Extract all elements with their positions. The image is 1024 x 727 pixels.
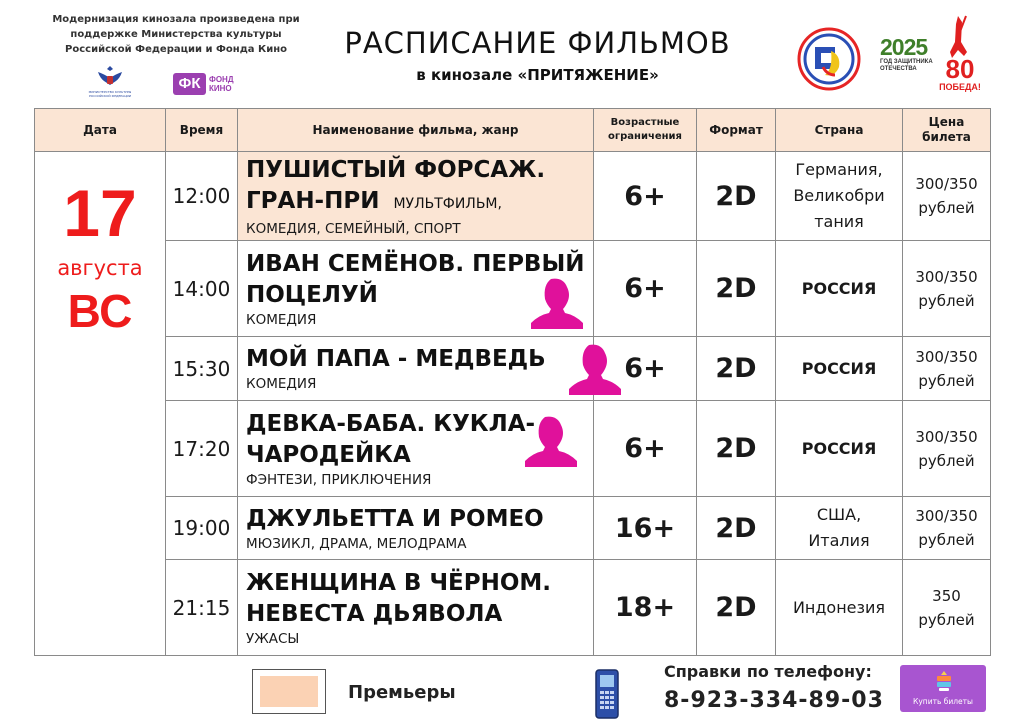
support-note-line: поддержке Министерства культуры	[70, 29, 282, 40]
col-header-format: Формат	[697, 109, 776, 152]
film-genre: КОМЕДИЯ	[246, 376, 317, 392]
col-header-date: Дата	[35, 109, 166, 152]
buy-ticket-icon	[935, 670, 953, 692]
film-country	[776, 152, 903, 241]
date-day: 17	[63, 176, 137, 250]
year-2025-caption-line: ГОД ЗАЩИТНИКА	[880, 59, 933, 65]
phone-caption: Справки по телефону:	[664, 662, 872, 681]
support-note-line: Российской Федерации и Фонда Кино	[65, 44, 287, 55]
film-title-line: ПУШИСТЫЙ ФОРСАЖ.	[246, 156, 546, 183]
film-format: 2D	[697, 401, 776, 497]
film-cell	[238, 152, 594, 241]
age-rating: 6+	[594, 241, 697, 337]
film-country-line: Великобри	[793, 186, 885, 205]
film-cell	[238, 497, 594, 560]
film-genre: КОМЕДИЯ	[246, 311, 317, 328]
ticket-price-line: рублей	[918, 199, 975, 217]
pushkin-card-icon	[567, 341, 623, 397]
support-note-line: Модернизация кинозала произведена при	[52, 14, 300, 25]
schedule-table	[34, 108, 991, 656]
age-rating: 18+	[594, 560, 697, 656]
film-title-text: ГРАН-ПРИ	[246, 187, 380, 214]
film-country: Индонезия	[776, 560, 903, 656]
phone-icon	[592, 666, 624, 722]
mincult-emblem-icon	[88, 64, 132, 98]
ticket-price-line: 300/350	[915, 175, 978, 193]
age-rating: 6+	[594, 401, 697, 497]
film-country: РОССИЯ	[776, 337, 903, 401]
table-row	[35, 401, 991, 497]
year-2025-logo	[880, 35, 940, 87]
col-header-country: Страна	[776, 109, 903, 152]
film-genre: УЖАСЫ	[246, 630, 300, 647]
film-cell	[238, 560, 594, 656]
film-genre: КОМЕДИЯ, СЕМЕЙНЫЙ, СПОРТ	[246, 220, 461, 237]
premiere-legend-swatch	[252, 669, 326, 714]
showtime: 19:00	[166, 497, 238, 560]
fond-kino-caption-line: ФОНД	[209, 75, 234, 84]
pushkin-card-icon	[529, 275, 585, 331]
film-title-line: НЕВЕСТА ДЬЯВОЛА	[246, 600, 503, 627]
svg-text:РОССИЙСКОЙ ФЕДЕРАЦИИ: РОССИЙСКОЙ ФЕДЕРАЦИИ	[88, 94, 132, 98]
film-country: РОССИЯ	[776, 241, 903, 337]
table-row	[35, 337, 991, 401]
ticket-price-line: 300/350	[915, 427, 978, 446]
year-2025-caption-line: ОТЕЧЕСТВА	[880, 66, 917, 72]
ticket-price-line: 350	[932, 586, 961, 605]
fond-kino-caption-line: КИНО	[209, 84, 232, 93]
ticket-price-line: рублей	[918, 531, 975, 549]
page-subtitle: в кинозале «ПРИТЯЖЕНИЕ»	[416, 66, 659, 84]
ticket-price	[903, 401, 991, 497]
fond-kino-caption	[209, 75, 234, 93]
film-title-line: ПОЦЕЛУЙ	[246, 281, 378, 308]
date-weekday: ВС	[67, 285, 133, 337]
victory-80-number: 80	[945, 54, 975, 84]
age-rating: 6+	[594, 152, 697, 241]
buy-tickets-label: Купить билеты	[913, 697, 973, 706]
film-genre-inline: МУЛЬТФИЛЬМ,	[393, 195, 502, 212]
film-country-line: США,	[816, 505, 862, 524]
premiere-legend-fill	[260, 676, 318, 707]
film-title-line: ЖЕНЩИНА В ЧЁРНОМ.	[246, 569, 552, 596]
fond-kino-logo	[173, 73, 235, 95]
col-header-film: Наименование фильма, жанр	[238, 109, 594, 152]
film-genre: МЮЗИКЛ, ДРАМА, МЕЛОДРАМА	[246, 535, 467, 552]
ticket-price	[903, 152, 991, 241]
col-header-age-line: Возрастные	[610, 117, 680, 128]
film-country-line: тания	[814, 212, 864, 231]
film-format: 2D	[697, 152, 776, 241]
showtime: 17:20	[166, 401, 238, 497]
film-genre: ФЭНТЕЗИ, ПРИКЛЮЧЕНИЯ	[246, 471, 432, 488]
table-row	[35, 241, 991, 337]
premiere-legend-label: Премьеры	[348, 682, 456, 703]
victory-80-caption: ПОБЕДА!	[939, 82, 981, 92]
table-header-row	[35, 109, 991, 152]
buy-tickets-button[interactable]	[900, 665, 986, 712]
ticket-price-line: 300/350	[915, 507, 978, 525]
film-title-line: ДЕВКА-БАБА. КУКЛА-	[246, 410, 536, 437]
ticket-price-line: рублей	[918, 610, 975, 629]
cinema-circle-logo	[795, 27, 863, 91]
page-title: РАСПИСАНИЕ ФИЛЬМОВ	[344, 26, 731, 60]
col-header-price	[903, 109, 991, 152]
film-title-line: ЧАРОДЕЙКА	[246, 441, 411, 468]
ticket-price	[903, 497, 991, 560]
ticket-price-line: рублей	[918, 371, 975, 390]
film-country: РОССИЯ	[776, 401, 903, 497]
ticket-price-line: рублей	[918, 451, 975, 470]
date-cell	[35, 152, 166, 656]
table-row	[35, 560, 991, 656]
film-cell	[238, 241, 594, 337]
date-month: августа	[57, 256, 143, 280]
ticket-price	[903, 560, 991, 656]
film-title-line: ИВАН СЕМЁНОВ. ПЕРВЫЙ	[246, 250, 585, 277]
age-rating: 16+	[594, 497, 697, 560]
showtime: 15:30	[166, 337, 238, 401]
table-row	[35, 152, 991, 241]
film-title-line: ДЖУЛЬЕТТА И РОМЕО	[246, 505, 544, 532]
victory-80-logo	[936, 14, 982, 94]
col-header-price-line: Цена	[928, 115, 965, 129]
ticket-price-line: 300/350	[915, 267, 978, 286]
pushkin-card-icon	[523, 413, 579, 469]
ticket-price-line: 300/350	[915, 347, 978, 366]
film-format: 2D	[697, 497, 776, 560]
ticket-price-line: рублей	[918, 291, 975, 310]
fond-kino-mark: ФК	[173, 73, 206, 95]
film-format: 2D	[697, 337, 776, 401]
ticket-price	[903, 241, 991, 337]
col-header-time: Время	[166, 109, 238, 152]
showtime: 14:00	[166, 241, 238, 337]
film-country	[776, 497, 903, 560]
film-cell	[238, 337, 594, 401]
film-title-line	[246, 186, 587, 220]
showtime: 21:15	[166, 560, 238, 656]
film-format: 2D	[697, 241, 776, 337]
film-title-line: МОЙ ПАПА - МЕДВЕДЬ	[246, 346, 546, 372]
film-country-line: Германия,	[795, 160, 883, 179]
col-header-age-line: ограничения	[608, 131, 682, 142]
showtime: 12:00	[166, 152, 238, 241]
age-rating: 6+	[594, 337, 697, 401]
film-cell	[238, 401, 594, 497]
phone-number[interactable]: 8-923-334-89-03	[664, 688, 884, 713]
table-row	[35, 497, 991, 560]
film-format: 2D	[697, 560, 776, 656]
ticket-price	[903, 337, 991, 401]
col-header-age	[594, 109, 697, 152]
support-note	[40, 12, 312, 57]
svg-text:МИНИСТЕРСТВО КУЛЬТУРЫ: МИНИСТЕРСТВО КУЛЬТУРЫ	[88, 90, 132, 94]
col-header-price-line: билета	[922, 130, 971, 144]
film-country-line: Италия	[808, 531, 870, 550]
year-2025-text: 2025	[880, 34, 928, 60]
